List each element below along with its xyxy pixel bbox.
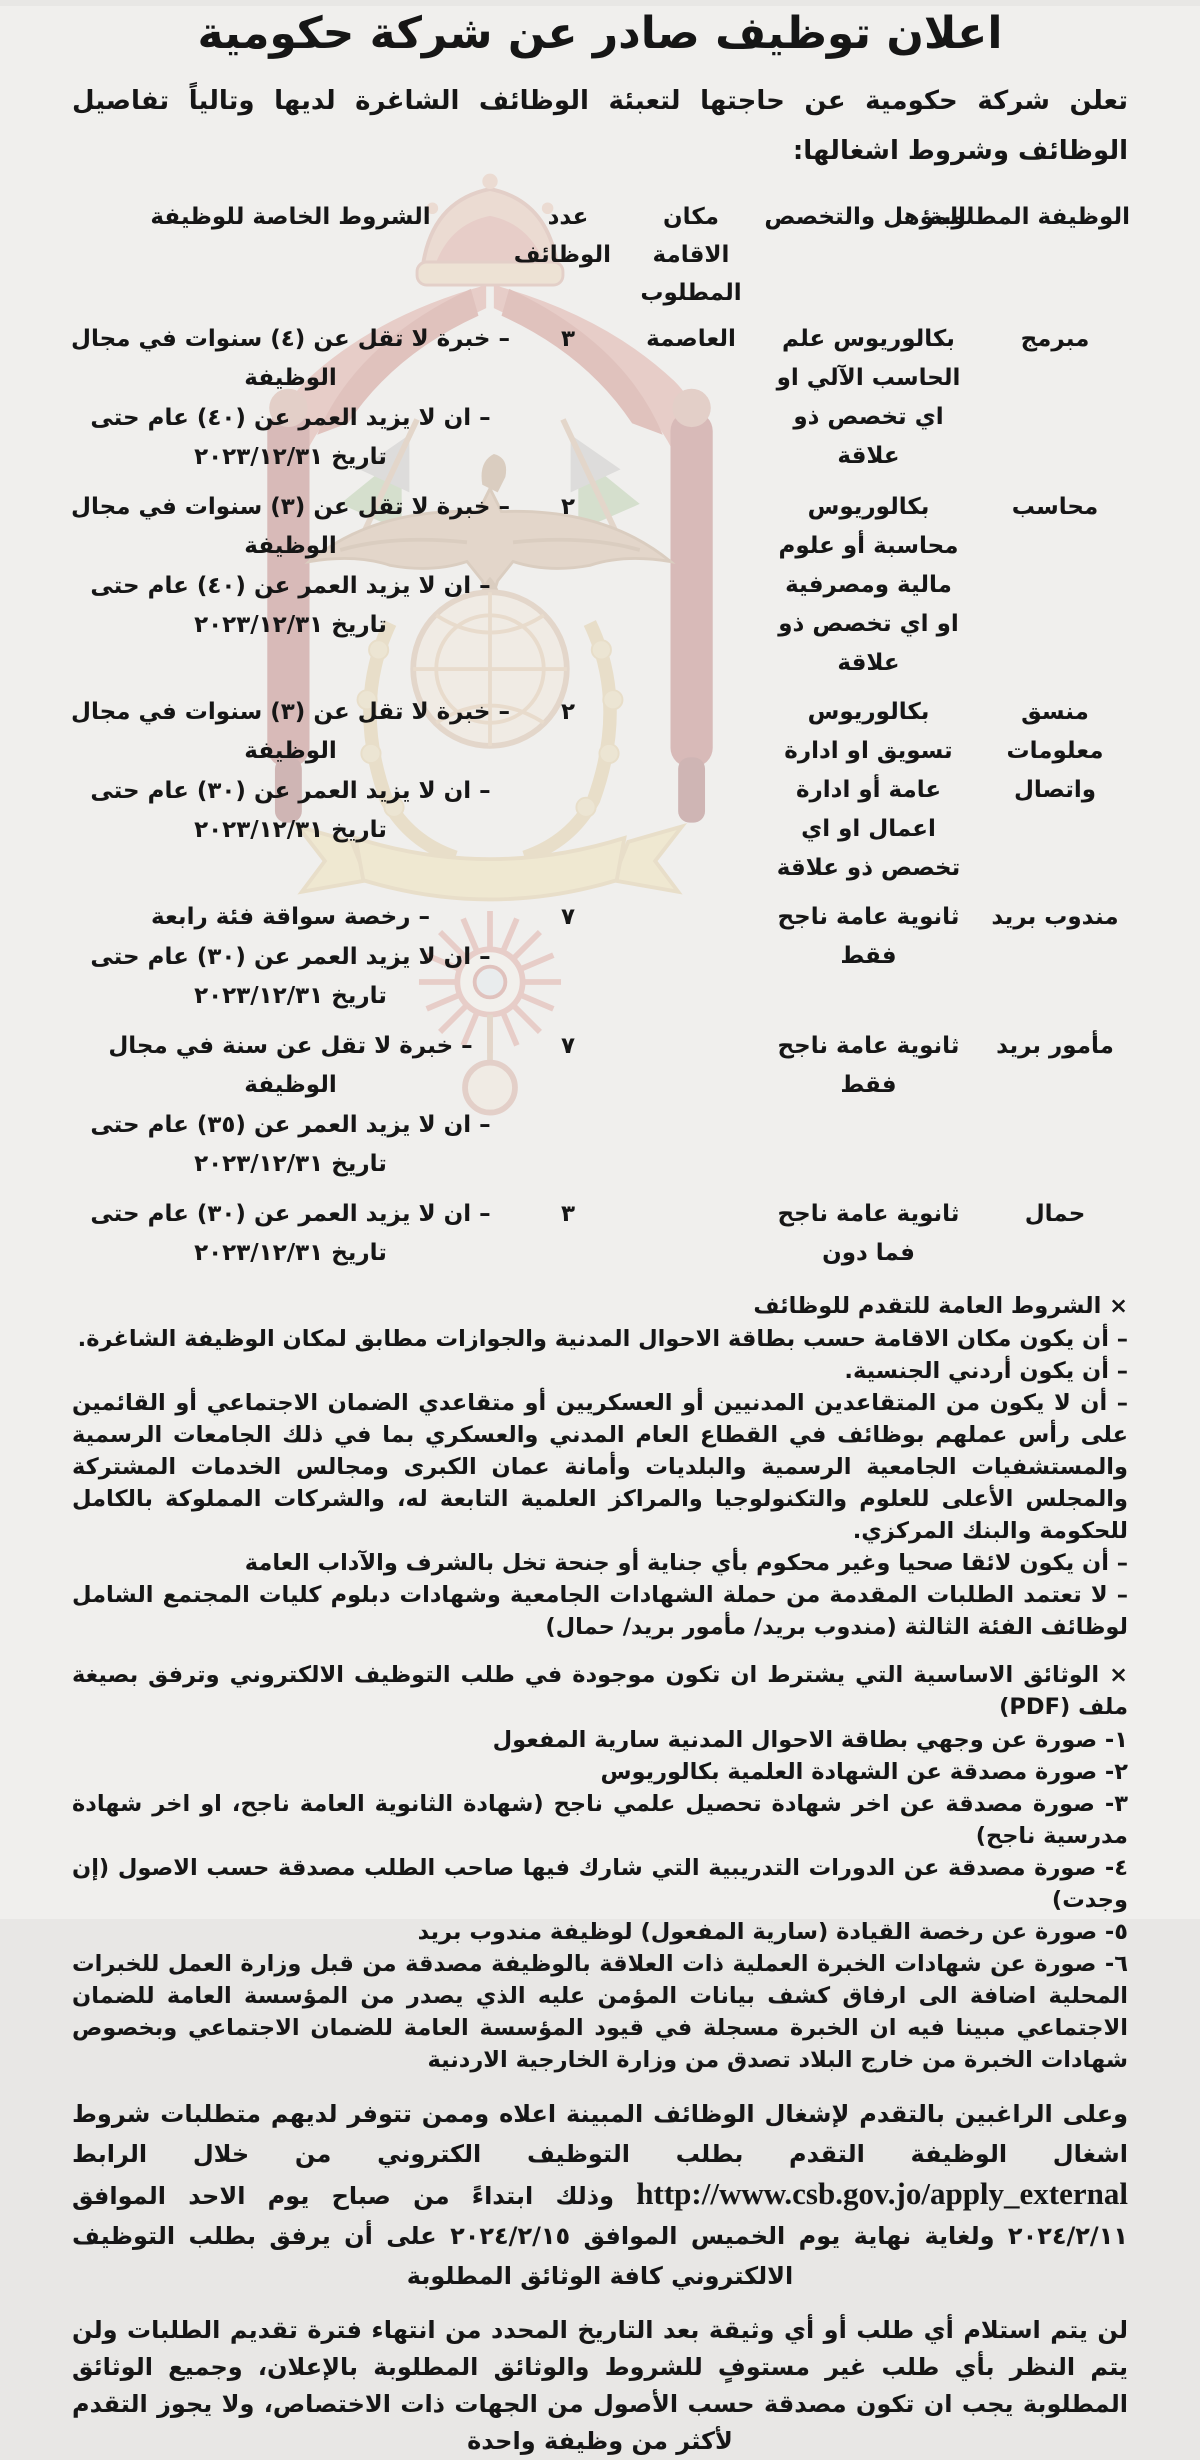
closing-note: لن يتم استلام أي طلب أو أي وثيقة بعد التاريخ المحدد من انتهاء فترة تقديم الطلبات ولن يتم النظر بأي طلب غير مستوفٍ للشروط والوثائق المطلوبة بالإعلان، وجميع الوثائق المطلوبة يجب ان تكون مصدقة حسب الأصول من الجهات ذات الاختصاص، ولا يجوز التقدم لأكثر من وظيفة واحدة	[72, 2316, 1128, 2455]
document-item: ٦- صورة عن شهادات الخبرة العملية ذات العلاقة بالوظيفة مصدقة من قبل وزارة العمل للخبرات المحلية اضافة الى ارفاق كشف بيانات المؤمن عليه الذي يصدر من المؤسسة العامة للضمان الاجتماعي مبينا فيه ان الخبرة مسجلة في قيود المؤسسة العامة للضمان الاجتماعي وبخصوص شهادات الخبرة من خارج البلاد تصدق من وزارة الخارجية الاردنية	[72, 1951, 1128, 2073]
document-item: ١- صورة عن وجهي بطاقة الاحوال المدنية سارية المفعول	[492, 1727, 1128, 1753]
required-documents-section	[72, 1659, 1128, 2076]
job-location	[625, 1195, 757, 1274]
job-title: مبرمج	[1020, 326, 1090, 352]
job-count: ٣	[560, 326, 576, 352]
document-item: ٥- صورة عن رخصة القيادة (سارية المفعول) لوظيفة مندوب بريد	[417, 1919, 1128, 1945]
job-title: مندوب بريد	[991, 904, 1119, 930]
condition-line: – ان لا يزيد العمر عن (٣٠) عام حتى تاريخ ٢٠٢٣/١٢/٣١	[90, 944, 491, 1009]
row-divider	[70, 478, 1130, 488]
condition-line: – ان لا يزيد العمر عن (٤٠) عام حتى تاريخ ٢٠٢٣/١٢/٣١	[90, 405, 491, 470]
job-title: حمال	[1024, 1201, 1086, 1227]
row-divider	[70, 1017, 1130, 1027]
job-location	[625, 1027, 757, 1185]
job-count: ٢	[560, 494, 576, 520]
job-title: منسق معلومات واتصال	[1006, 699, 1104, 803]
job-title: محاسب	[1011, 494, 1099, 520]
required-documents-heading: × الوثائق الاساسية التي يشترط ان تكون موجودة في طلب التوظيف الالكتروني وترفق بصيغة ملف (PDF)	[72, 1662, 1128, 1720]
job-location: العاصمة	[646, 326, 736, 352]
condition-line: – خبرة لا تقل عن (٤) سنوات في مجال الوظيفة	[71, 326, 510, 391]
document-item: ٣- صورة مصدقة عن اخر شهادة تحصيل علمي ناجح (شهادة الثانوية العامة ناجح، او اخر شهادة مدرسية ناجح)	[72, 1791, 1128, 1849]
job-count: ٧	[560, 904, 576, 930]
condition-line: – خبرة لا تقل عن (٣) سنوات في مجال الوظيفة	[71, 494, 510, 559]
job-count: ٣	[560, 1201, 576, 1227]
general-condition-item: – أن يكون مكان الاقامة حسب بطاقة الاحوال المدنية والجوازات مطابق لمكان الوظيفة الشاغرة.	[77, 1326, 1128, 1352]
jobs-table	[70, 198, 1130, 1274]
application-text-before-url: وعلى الراغبين بالتقدم لإشغال الوظائف المبينة اعلاه وممن تتوفر لديهم متطلبات شروط اشغال الوظيفة التقدم بطلب التوظيف الكتروني من خلال الرابط	[72, 2100, 1128, 2168]
job-conditions	[70, 898, 511, 1017]
job-conditions	[70, 488, 511, 683]
document-item: ٤- صورة مصدقة عن الدورات التدريبية التي شارك فيها صاحب الطلب مصدقة حسب الاصول (إن وجدت)	[72, 1855, 1128, 1913]
condition-line: – ان لا يزيد العمر عن (٤٠) عام حتى تاريخ ٢٠٢٣/١٢/٣١	[90, 573, 491, 638]
condition-line: – ان لا يزيد العمر عن (٣٠) عام حتى تاريخ ٢٠٢٣/١٢/٣١	[90, 1201, 491, 1266]
job-qualification: ثانوية عامة ناجح فقط	[777, 1033, 960, 1098]
job-qualification: ثانوية عامة ناجح فما دون	[777, 1201, 960, 1266]
general-condition-item: – أن يكون أردني الجنسية.	[844, 1358, 1128, 1384]
general-condition-item: – أن يكون لائقا صحيا وغير محكوم بأي جناية أو جنحة تخل بالشرف والآداب العامة	[244, 1550, 1128, 1576]
row-divider	[70, 1185, 1130, 1195]
row-divider	[70, 683, 1130, 693]
job-conditions	[70, 1027, 511, 1185]
document-item: ٢- صورة مصدقة عن الشهادة العلمية بكالوريوس	[600, 1759, 1128, 1785]
job-location	[625, 488, 757, 683]
column-header-location: مكان الاقامة المطلوب	[640, 204, 742, 306]
column-header-qualification: المؤهل والتخصص	[764, 204, 966, 230]
general-condition-item: – أن لا يكون من المتقاعدين المدنيين أو العسكريين أو متقاعدي الضمان الاجتماعي أو القائمين على رأس عملهم بوظائف في القطاع العام المدني والعسكري بما في ذلك الجامعات الرسمية والمستشفيات الجامعية الرسمية والبلديات وأمانة عمان الكبرى ومجالس الخدمات المشتركة والمجلس الأعلى للعلوم والتكنولوجيا والمراكز العلمية التابعة له، والشركات المملوكة بالكامل للحكومة والبنك المركزي.	[72, 1390, 1128, 1544]
job-location	[625, 693, 757, 888]
general-condition-item: – لا تعتمد الطلبات المقدمة من حملة الشهادات الجامعية وشهادات دبلوم كليات المجتمع الشامل لوظائف الفئة الثالثة (مندوب بريد/ مأمور بريد/ حمال)	[72, 1582, 1128, 1640]
column-header-job: الوظيفة المطلوبة	[928, 204, 1130, 230]
job-count: ٢	[560, 699, 576, 725]
condition-line: – خبرة لا تقل عن سنة في مجال الوظيفة	[108, 1033, 473, 1098]
condition-line: – ان لا يزيد العمر عن (٣٥) عام حتى تاريخ ٢٠٢٣/١٢/٣١	[90, 1112, 491, 1177]
condition-line: – خبرة لا تقل عن (٣) سنوات في مجال الوظيفة	[71, 699, 510, 764]
general-conditions-section	[72, 1290, 1128, 1643]
job-qualification: بكالوريوس محاسبة أو علوم مالية ومصرفية او اي تخصص ذو علاقة	[778, 494, 959, 676]
job-count: ٧	[560, 1033, 576, 1059]
job-qualification: ثانوية عامة ناجح فقط	[777, 904, 960, 969]
column-header-conditions: الشروط الخاصة للوظيفة	[150, 204, 431, 230]
job-qualification: بكالوريوس تسويق او ادارة عامة أو ادارة اعمال او اي تخصص ذو علاقة	[776, 699, 961, 881]
job-conditions	[70, 320, 511, 478]
column-header-count: عدد الوظائف	[513, 204, 611, 268]
condition-line: – ان لا يزيد العمر عن (٣٠) عام حتى تاريخ ٢٠٢٣/١٢/٣١	[90, 778, 491, 843]
application-url: http://www.csb.gov.jo/apply_external	[636, 2176, 1128, 2211]
row-divider	[70, 888, 1130, 898]
general-conditions-heading: × الشروط العامة للتقدم للوظائف	[753, 1293, 1128, 1319]
application-text-after-url: وذلك ابتداءً من صباح يوم الاحد الموافق ٢٠٢٤/٢/١١ ولغاية نهاية يوم الخميس الموافق ٢٠٢٤/٢/١٥ على أن يرفق بطلب التوظيف الالكتروني كافة الوثائق المطلوبة	[72, 2182, 1128, 2290]
job-conditions	[70, 1195, 511, 1274]
application-instructions	[72, 2094, 1128, 2296]
intro-paragraph: تعلن شركة حكومية عن حاجتها لتعبئة الوظائف الشاغرة لديها وتالياً تفاصيل الوظائف وشروط اشغالها:	[72, 86, 1128, 166]
job-location	[625, 898, 757, 1017]
condition-line: – رخصة سواقة فئة رابعة	[151, 904, 430, 930]
job-conditions	[70, 693, 511, 888]
page-title: اعلان توظيف صادر عن شركة حكومية	[197, 8, 1003, 59]
job-title: مأمور بريد	[996, 1033, 1114, 1059]
announcement-page	[0, 6, 1200, 2455]
job-qualification: بكالوريوس علم الحاسب الآلي او اي تخصص ذو علاقة	[776, 326, 961, 469]
